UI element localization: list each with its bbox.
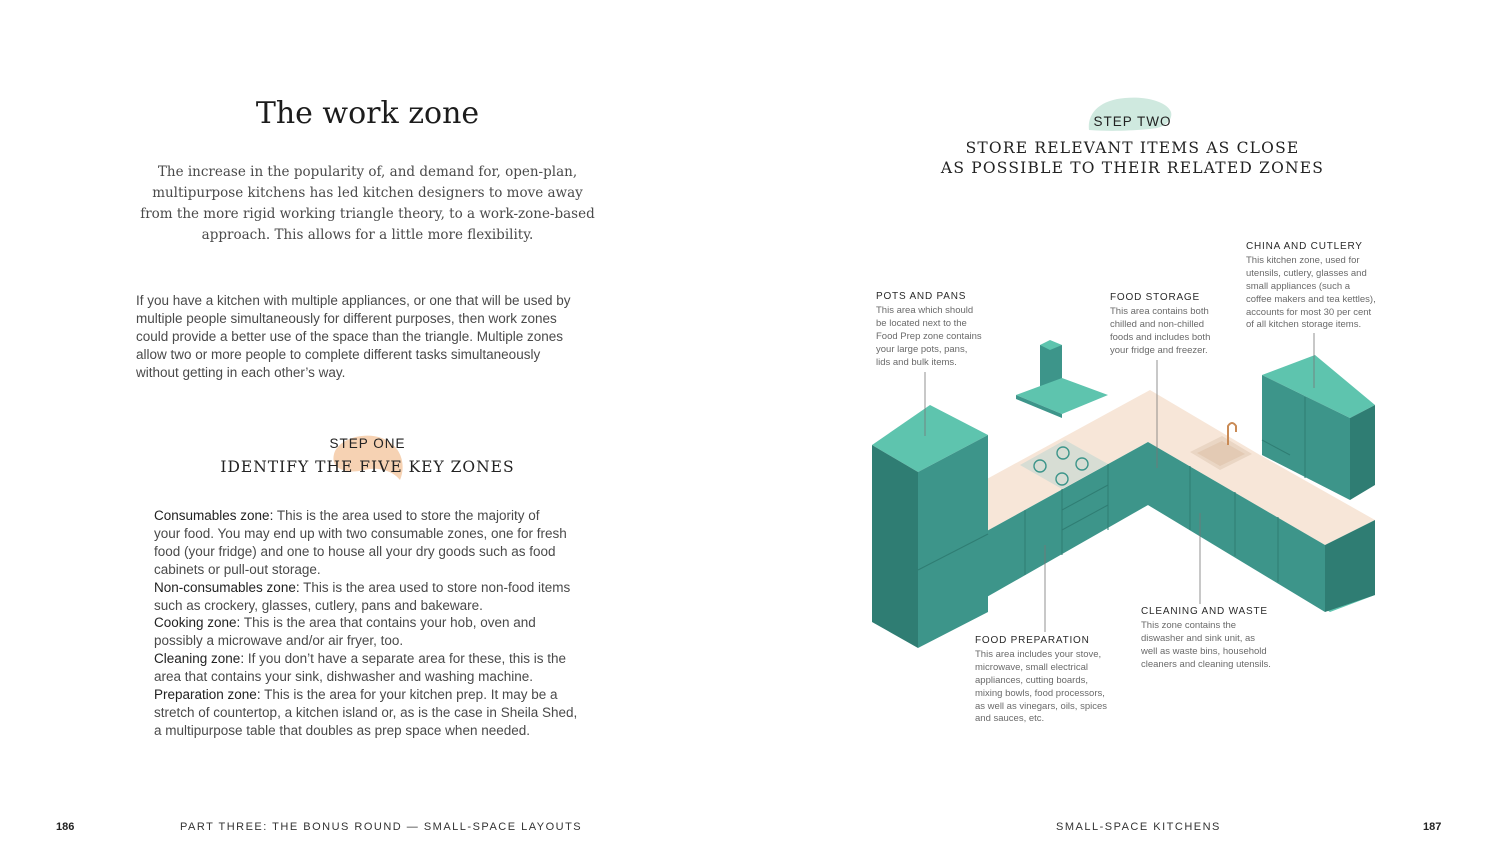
callout-line: lids and bulk items. [876,356,957,368]
callout-title: CHINA AND CUTLERY [1246,241,1363,252]
callout-line: and sauces, etc. [975,713,1045,725]
running-footer-left: PART THREE: THE BONUS ROUND — SMALL-SPACE LAYOUTS [180,821,583,833]
callout-line: This kitchen zone, used for [1246,254,1360,266]
intro-line: The increase in the popularity of, and demand for, open-plan, [157,164,578,180]
step-two-heading-line: STORE RELEVANT ITEMS AS CLOSE [965,139,1300,157]
callout-title: FOOD PREPARATION [975,635,1090,646]
callout-line: foods and includes both [1110,331,1211,343]
callout-title: FOOD STORAGE [1110,292,1200,303]
callout-line: This area which should [876,304,974,316]
callout-line: accounts for most 30 per cent [1246,306,1372,318]
callout-line: of all kitchen storage items. [1246,319,1362,331]
page-title: The work zone [255,96,480,131]
callout-line: utensils, cutlery, glasses and [1246,267,1367,279]
zone-text: This is the area used to store non-food items [299,579,571,595]
body-paragraph [136,292,606,382]
body-line: allow two or more people to complete different tasks simultaneously [136,347,541,362]
body-line: multiple people simultaneously for different purposes, then work zones [136,311,557,326]
callout-line: appliances, cutting boards, [975,674,1089,686]
body-line: could provide a better use of the space than the triangle. Multiple zones [136,329,564,344]
page-number-right: 187 [1423,821,1442,833]
zone-name: Consumables zone: [154,508,274,523]
callout-line: be located next to the [876,317,967,329]
zone-text: If you don’t have a separate area for these, this is the [244,651,567,667]
zone-name: Cooking zone: [154,615,241,631]
list-item [154,579,604,615]
callout-line: well as waste bins, household [1141,645,1267,657]
callout-line: chilled and non-chilled [1110,318,1205,330]
callout-title: CLEANING AND WASTE [1141,606,1268,617]
list-item [154,650,604,686]
step-one-label: STEP ONE [329,436,406,451]
callout-pots-and-pans [876,291,982,369]
intro-line: multipurpose kitchens has led kitchen designers to move away [152,185,583,201]
list-item [154,686,604,740]
zone-name: Preparation zone: [154,687,261,703]
callout-line: small appliances (such a [1246,280,1351,292]
callout-cleaning-and-waste [1141,606,1271,672]
step-two-label: STEP TWO [1093,114,1172,129]
callout-line: This zone contains the [1141,619,1237,631]
callout-line: diswasher and sink unit, as [1141,632,1256,644]
zone-text: This is the area that contains your hob, oven and [240,615,536,631]
zone-text: your food. You may end up with two consumable zones, one for fresh [154,525,567,541]
body-line: without getting in each other’s way. [136,365,346,380]
step-one-heading: IDENTIFY THE FIVE KEY ZONES [220,458,515,476]
intro-line: from the more rigid working triangle theory, to a work-zone-based [140,206,595,222]
callout-food-preparation [975,635,1107,726]
callout-line: This area contains both [1110,305,1209,317]
callout-line: cleaners and cleaning utensils. [1141,658,1271,670]
callout-line: Food Prep zone contains [876,330,982,342]
list-item [154,614,604,650]
intro-line: approach. This allows for a little more flexibility. [201,227,534,243]
zone-text: This is the area for your kitchen prep. It may be a [260,687,558,703]
zone-text: possibly a microwave and/or air fryer, too. [154,633,404,649]
body-line: If you have a kitchen with multiple appliances, or one that will be used by [136,293,571,308]
zone-text: stretch of countertop, a kitchen island or, as is the case in Sheila Shed, [154,704,578,720]
callout-line: mixing bowls, food processors, [975,687,1105,699]
zone-text: cabinets or pull-out storage. [154,561,321,577]
callout-china-and-cutlery [1246,241,1376,332]
zone-text: This is the area used to store the majority of [273,508,540,523]
kitchen-illustration [860,330,1390,660]
intro-paragraph [140,162,595,246]
callout-food-storage [1110,292,1210,358]
callout-line: your large pots, pans, [876,343,968,355]
zone-text: area that contains your sink, dishwasher and washing machine. [154,669,533,685]
list-item [154,507,604,579]
zones-list [154,507,604,740]
zone-name: Non-consumables zone: [154,579,300,595]
zone-name: Cleaning zone: [154,651,245,667]
callout-title: POTS AND PANS [876,291,967,302]
page-number-left: 186 [56,821,75,833]
step-two-heading-line: AS POSSIBLE TO THEIR RELATED ZONES [940,159,1325,177]
callout-line: This area includes your stove, [975,648,1102,660]
zone-text: a multipurpose table that doubles as prep space when needed. [154,722,531,738]
step-two-heading [900,138,1365,178]
zone-text: food (your fridge) and one to house all your dry goods such as food [154,543,556,559]
callout-line: microwave, small electrical [975,661,1088,673]
running-footer-right: SMALL-SPACE KITCHENS [1056,821,1221,833]
callout-line: as well as vinegars, oils, spices [975,700,1107,712]
zone-text: such as crockery, glasses, cutlery, pans and bakeware. [154,597,483,613]
callout-line: coffee makers and tea kettles), [1246,293,1376,305]
callout-line: your fridge and freezer. [1110,344,1208,356]
